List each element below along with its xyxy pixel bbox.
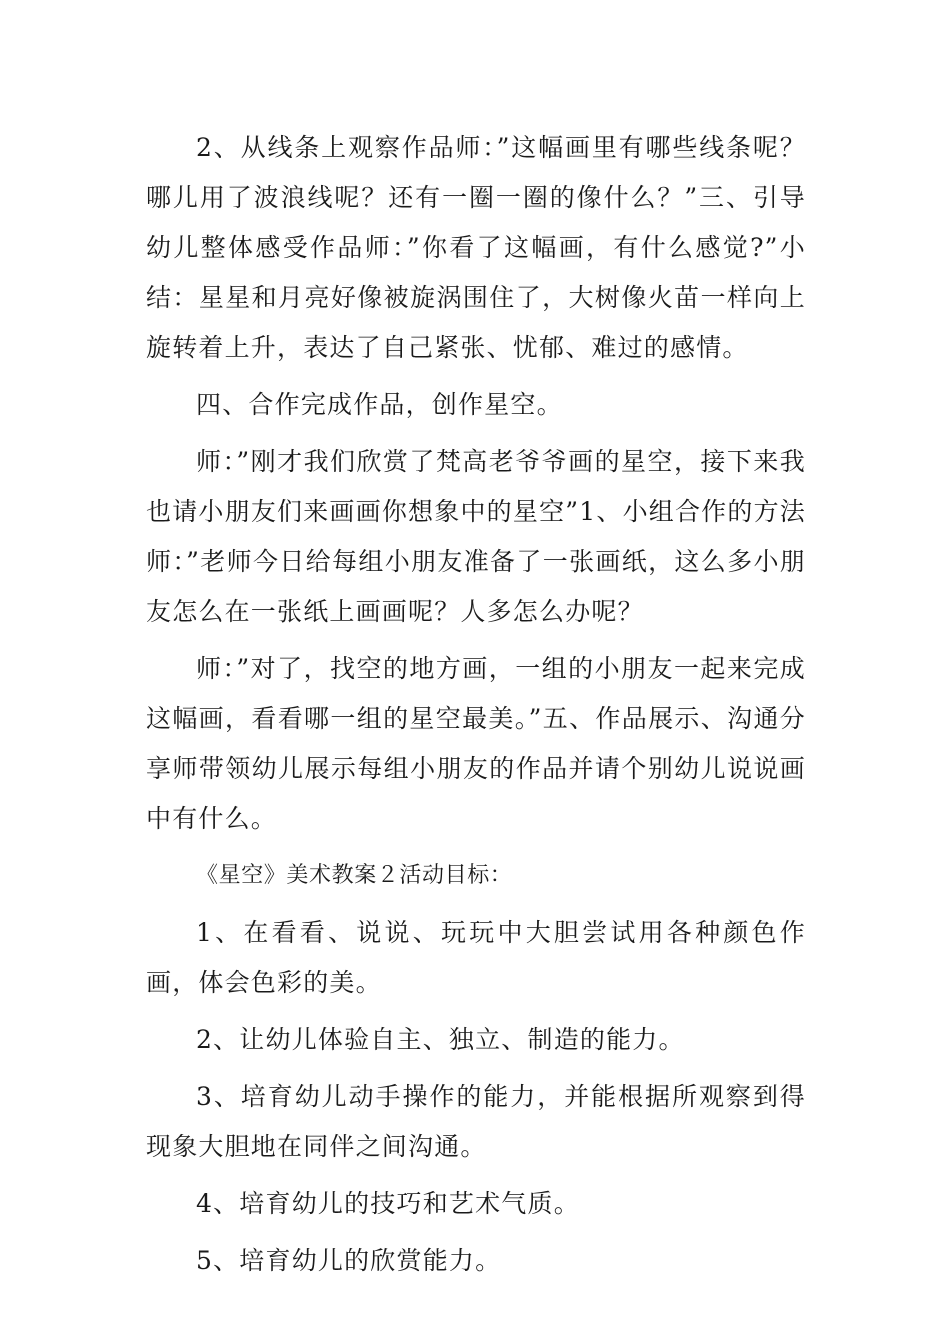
goal-item-2: 2、让幼儿体验自主、独立、制造的能力。 (196, 1025, 685, 1054)
goal-item-1: 1、在看看、说说、玩玩中大胆尝试用各种颜色作画，体会色彩的美。 (146, 918, 806, 997)
section-heading-lesson-2: 《星空》美术教案２活动目标： (196, 863, 513, 888)
paragraph-observe-lines: 2、从线条上观察作品师：”这幅画里有哪些线条呢？哪儿用了波浪线呢？还有一圈一圈的像什么？”三、引导幼儿整体感受作品师：”你看了这幅画，有什么感觉?”小结：星星和月亮好像被旋涡围住了，大树像火苗一样向上旋转着上升，表达了自己紧张、忧郁、难过的感情。 (146, 133, 806, 362)
paragraph-teacher-intro: 师：”刚才我们欣赏了梵高老爷爷画的星空，接下来我也请小朋友们来画画你想象中的星空”1、小组合作的方法师：”老师今日给每组小朋友准备了一张画纸，这么多小朋友怎么在一张纸上画画呢？人多怎么办呢？ (146, 447, 806, 626)
goal-item-5: 5、培育幼儿的欣赏能力。 (196, 1246, 502, 1275)
goal-item-4: 4、培育幼儿的技巧和艺术气质。 (196, 1189, 580, 1218)
goal-item-3: 3、培育幼儿动手操作的能力，并能根据所观察到得现象大胆地在同伴之间沟通。 (146, 1082, 806, 1161)
paragraph-step-four: 四、合作完成作品，创作星空。 (196, 390, 563, 419)
paragraph-teacher-conclusion: 师：”对了，找空的地方画，一组的小朋友一起来完成这幅画，看看哪一组的星空最美。”五、作品展示、沟通分享师带领幼儿展示每组小朋友的作品并请个别幼儿说说画中有什么。 (146, 654, 806, 833)
document-body (146, 123, 806, 1293)
